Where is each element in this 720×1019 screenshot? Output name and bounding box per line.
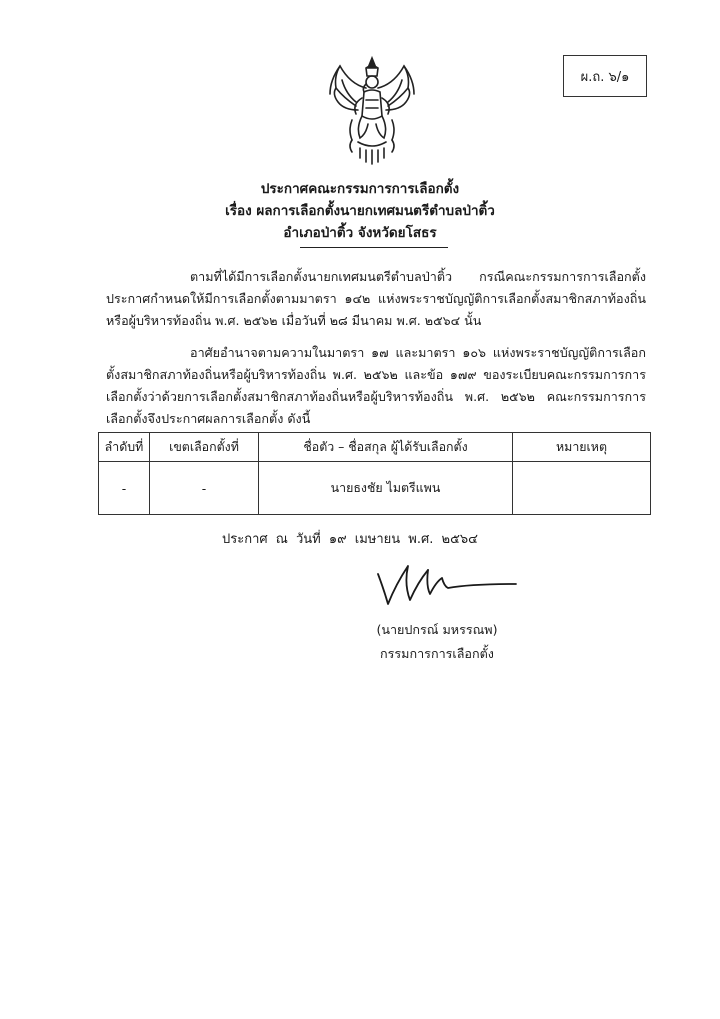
form-code: ผ.ถ. ๖/๑ (580, 69, 630, 85)
header-divider (300, 247, 448, 248)
header-district: เขตเลือกตั้งที่ (150, 433, 259, 462)
cell-remarks (513, 462, 651, 515)
cell-elected-name: นายธงชัย ไมตรีแพน (259, 462, 513, 515)
cell-order: - (99, 462, 150, 515)
results-table (98, 432, 651, 515)
table-header-row (99, 433, 651, 462)
handwritten-signature (370, 560, 520, 608)
table-row (99, 462, 651, 515)
paragraph-2: อาศัยอำนาจตามความในมาตรา ๑๗ และมาตรา ๑๐๖ แห่งพระราชบัญญัติการเลือกตั้งสมาชิกสภาท้องถิ่นหรือผู้บริหารท้องถิ่น พ.ศ. ๒๕๖๒ และข้อ ๑๗๙ ของระเบียบคณะกรรมการการเลือกตั้งว่าด้วยการเลือกตั้งสมาชิกสภาท้องถิ่นหรือผู้บริหารท้องถิ่น พ.ศ. ๒๕๖๒ คณะกรรมการการเลือกตั้งจึงประกาศผลการเลือกตั้ง ดังนี้ (106, 345, 646, 426)
signer-position: กรรมการการเลือกตั้ง (380, 646, 494, 661)
announcement-title: ประกาศคณะกรรมการการเลือกตั้ง (260, 181, 460, 197)
announcement-subject: เรื่อง ผลการเลือกตั้งนายกเทศมนตรีตำบลป่าติ้ว (225, 203, 495, 219)
paragraph-1: ตามที่ได้มีการเลือกตั้งนายกเทศมนตรีตำบลป่าติ้ว กรณีคณะกรรมการการเลือกตั้งประกาศกำหนดให้มีการเลือกตั้งตามมาตรา ๑๔๒ แห่งพระราชบัญญัติการเลือกตั้งสมาชิกสภาท้องถิ่นหรือผู้บริหารท้องถิ่น พ.ศ. ๒๕๖๒ เมื่อวันที่ ๒๘ มีนาคม พ.ศ. ๒๕๖๔ นั้น (106, 269, 646, 328)
signer-block (362, 618, 512, 666)
signer-name: (นายปกรณ์ มหรรณพ) (376, 622, 498, 637)
announcement-date: ประกาศ ณ วันที่ ๑๙ เมษายน พ.ศ. ๒๕๖๔ (222, 532, 478, 547)
announcement-location: อำเภอป่าติ้ว จังหวัดยโสธร (283, 225, 437, 241)
cell-district: - (150, 462, 259, 515)
header-elected-name: ชื่อตัว – ชื่อสกุล ผู้ได้รับเลือกตั้ง (259, 433, 513, 462)
header-remarks: หมายเหตุ (513, 433, 651, 462)
garuda-emblem (322, 54, 422, 166)
form-code-box (563, 55, 647, 97)
header-order: ลำดับที่ (99, 433, 150, 462)
